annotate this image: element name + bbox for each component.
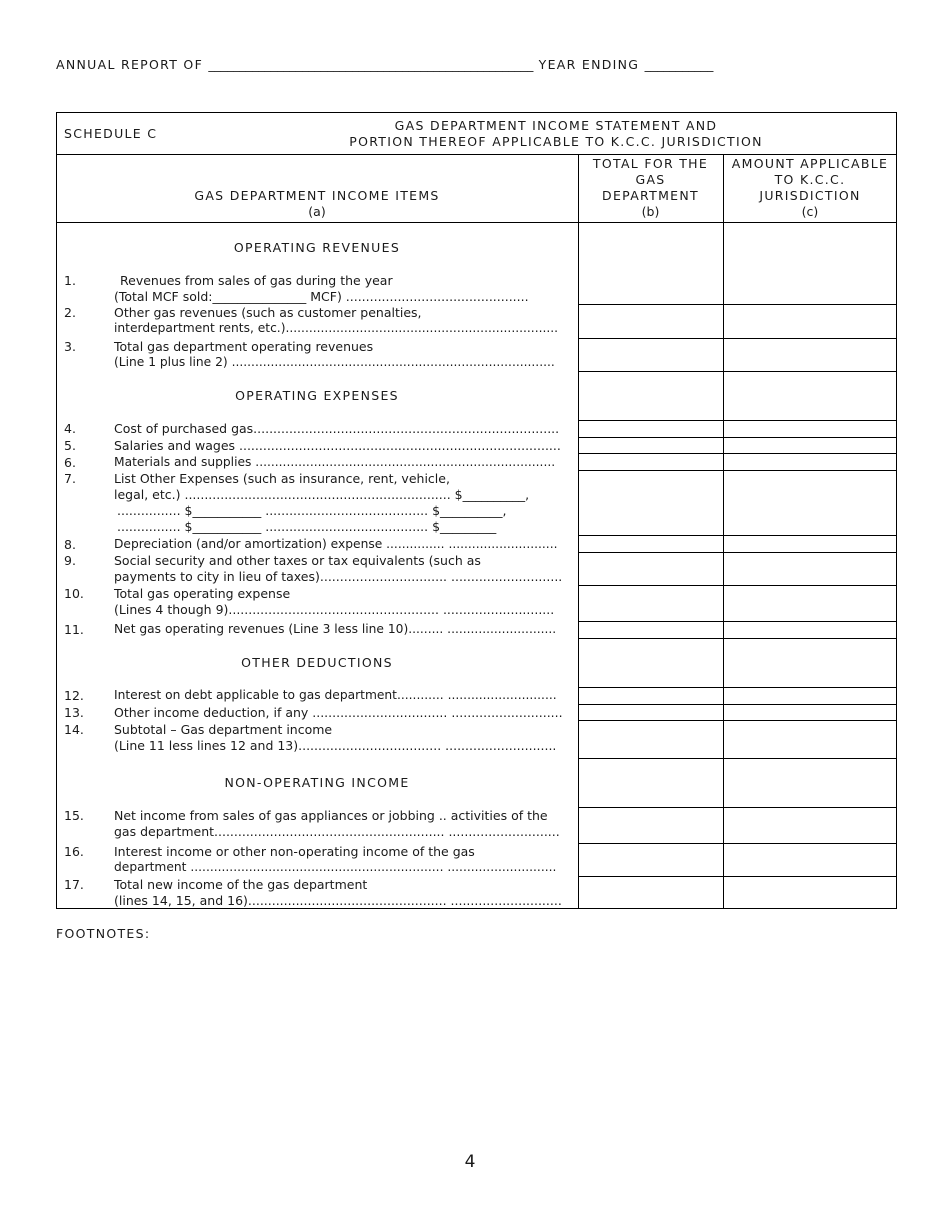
line-7-legal[interactable]: legal, etc.) ................................................................... $__________,	[114, 487, 530, 502]
mcf-sold-field[interactable]: _______________ MCF	[212, 289, 337, 304]
row-rule	[578, 758, 897, 759]
line-7-other-expense[interactable]: ................ $___________ ......................................... $__________,	[117, 503, 507, 518]
annual-report-label: ANNUAL REPORT OF	[56, 57, 204, 72]
line-number: 4.	[64, 421, 76, 436]
column-header-rule	[56, 222, 897, 223]
column-c-letter: (c)	[801, 204, 819, 219]
section-other-deductions: OTHER DEDUCTIONS	[241, 655, 393, 670]
line-number: 13.	[64, 705, 84, 720]
line-15-text-cont: gas department.......................................................... ............................	[114, 824, 560, 839]
row-rule	[578, 453, 897, 454]
line-number: 10.	[64, 586, 84, 601]
row-rule	[578, 437, 897, 438]
column-divider-b	[578, 154, 579, 909]
line-number: 2.	[64, 305, 76, 320]
schedule-title-line2: PORTION THEREOF APPLICABLE TO K.C.C. JURISDICTION	[349, 134, 763, 149]
row-rule	[578, 687, 897, 688]
line-5-text: Salaries and wages .................................................................................	[114, 438, 561, 453]
line-number: 7.	[64, 471, 76, 486]
line-17-text: Total new income of the gas department	[114, 877, 368, 892]
row-rule	[578, 876, 897, 877]
line-7-text: List Other Expenses (such as insurance, rent, vehicle,	[114, 471, 450, 486]
line-number: 16.	[64, 844, 84, 859]
row-rule	[578, 552, 897, 553]
line-17-text-cont: (lines 14, 15, and 16).................................................. ............................	[114, 893, 562, 908]
line-11-text: Net gas operating revenues (Line 3 less line 10)......... ............................	[114, 622, 557, 636]
line-16-text: Interest income or other non-operating income of the gas	[114, 844, 475, 859]
row-rule	[578, 704, 897, 705]
row-rule	[578, 807, 897, 808]
schedule-title-line1: GAS DEPARTMENT INCOME STATEMENT AND	[394, 118, 718, 133]
line-8-text: Depreciation (and/or amortization) expense ............... ............................	[114, 537, 558, 551]
line-number: 6.	[64, 455, 76, 470]
row-rule	[578, 338, 897, 339]
line-number: 11.	[64, 622, 84, 637]
row-rule	[578, 585, 897, 586]
line-number: 5.	[64, 438, 76, 453]
column-c-line3: JURISDICTION	[759, 188, 861, 203]
line-14-text-cont: (Line 11 less lines 12 and 13).................................... ............................	[114, 738, 557, 753]
row-rule	[578, 535, 897, 536]
column-b-line2: GAS	[635, 172, 666, 187]
line-10-text-cont: (Lines 4 though 9)..................................................... ............................	[114, 602, 555, 617]
footnotes-label: FOOTNOTES:	[56, 926, 151, 941]
line-number: 8.	[64, 537, 76, 552]
line-number: 9.	[64, 553, 76, 568]
line-12-text: Interest on debt applicable to gas department............ ............................	[114, 688, 557, 702]
line-number: 1.	[64, 273, 76, 288]
row-rule	[578, 621, 897, 622]
row-rule	[578, 843, 897, 844]
line-number: 15.	[64, 808, 84, 823]
line-6-text: Materials and supplies .............................................................................	[114, 455, 556, 469]
column-c-line2: TO K.C.C.	[774, 172, 846, 187]
row-rule	[578, 720, 897, 721]
row-rule	[578, 371, 897, 372]
line-7-other-expense[interactable]: ................ $___________ ......................................... $_________	[117, 519, 497, 534]
line-13-text: Other income deduction, if any .................................. ............................	[114, 705, 563, 720]
line-number: 17.	[64, 877, 84, 892]
column-c-line1: AMOUNT APPLICABLE	[731, 156, 889, 171]
line-3-text: Total gas department operating revenues	[114, 339, 374, 354]
company-name-field[interactable]: ____________________________________________________	[208, 57, 534, 72]
report-header	[56, 57, 713, 72]
row-rule	[578, 470, 897, 471]
line-15-text: Net income from sales of gas appliances or jobbing .. activities of the	[114, 808, 548, 823]
column-divider-c	[723, 154, 724, 909]
page-number: 4	[464, 1152, 476, 1172]
line-9-text: Social security and other taxes or tax equivalents (such as	[114, 553, 481, 568]
section-operating-expenses: OPERATING EXPENSES	[235, 388, 399, 403]
column-a-title: GAS DEPARTMENT INCOME ITEMS	[194, 188, 440, 203]
row-rule	[578, 638, 897, 639]
line-number: 14.	[64, 722, 84, 737]
line-16-text-cont: department ................................................................. ............................	[114, 860, 557, 874]
schedule-label: SCHEDULE C	[64, 126, 158, 141]
line-number: 12.	[64, 688, 84, 703]
line-14-text: Subtotal – Gas department income	[114, 722, 333, 737]
year-ending-field[interactable]: ___________	[644, 57, 714, 72]
header-rule	[56, 154, 897, 155]
line-4-text: Cost of purchased gas.............................................................................	[114, 421, 560, 436]
line-2-text-cont: interdepartment rents, etc.)......................................................................	[114, 321, 559, 335]
section-non-operating-income: NON-OPERATING INCOME	[224, 775, 410, 790]
year-ending-label: YEAR ENDING	[538, 57, 640, 72]
column-b-line3: DEPARTMENT	[602, 188, 699, 203]
section-operating-revenues: OPERATING REVENUES	[233, 240, 401, 255]
column-b-letter: (b)	[641, 204, 660, 219]
row-rule	[578, 304, 897, 305]
row-rule	[578, 420, 897, 421]
column-b-line1: TOTAL FOR THE	[592, 156, 709, 171]
line-1-text: Revenues from sales of gas during the year	[120, 273, 393, 288]
line-2-text: Other gas revenues (such as customer penalties,	[114, 305, 422, 320]
line-10-text: Total gas operating expense	[114, 586, 291, 601]
line-number: 3.	[64, 339, 76, 354]
line-9-text-cont: payments to city in lieu of taxes)................................ ............................	[114, 569, 563, 584]
line-1-mcf: (Total MCF sold:_______________ MCF) ..............................................	[114, 289, 529, 304]
column-a-letter: (a)	[308, 204, 326, 219]
line-3-text-cont: (Line 1 plus line 2) ...................................................................................	[114, 355, 555, 369]
